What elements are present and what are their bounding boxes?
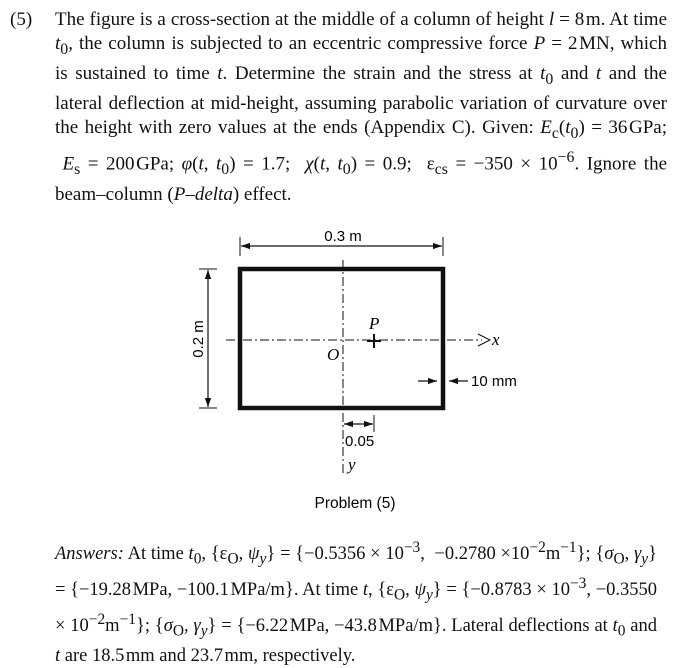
cover-label: 10 mm <box>471 373 517 390</box>
figure-caption: Problem (5) <box>314 495 396 512</box>
answers-text: At time $t_0$, {$\varepsilon_O$, $\psi_y\} = \{-0.5356 \times 10^{-3}$, $-0.2780 \times 10^{-2}m^{-1}$}; {$\sigma_O$, $\gamma_y\} = \{-19.28$ MPa, −100.1 MPa/m}. At time t, {$\varepsilon_O$, $\psi_y\} = \{-0.8783 \times 10^{-3}$, $-0.3550 \times 10^{-2}m^{-1}$}; {$\sigma_O$, $\gamma_y\} = \{-6.22$ MPa, −43.8 MPa/m}. Lateral deflections at $t_0$ and t are 18.5 mm and 23.7 mm, respectively. <box>55 539 658 666</box>
eccentricity-label: 0.05 <box>345 433 375 450</box>
problem-number: (5) <box>10 9 33 30</box>
x-axis-arrowhead <box>478 334 490 346</box>
load-label: P <box>369 314 380 333</box>
answers-block <box>55 536 657 668</box>
width-label: 0.3 m <box>324 228 362 245</box>
y-axis-label: y <box>348 455 356 474</box>
origin-label: O <box>327 345 340 364</box>
problem-text: The figure is a cross-section at the middle of a column of height l = 8 m. At time $t_0$, the column is subjected to an eccentric compressive force P = 2 MN, which is sustained to time t. Determine the strain and the stress at $t_0$ and t and the lateral deflection at mid-height, assuming parabolic variation of curvature over the height with zero values at the ends (Appendix C). Given: $E_c(t_0) = 36$ GPa; $E_s = 200$ GPa; φ(t, $t_0) = 1.7$; χ(t, $t_0) = 0.9$; $\varepsilon_{cs} = -350 \times 10^{-6}$. Ignore the beam–column (P–delta) effect. <box>55 9 668 205</box>
answers-label: Answers: <box>55 544 124 565</box>
height-label: 0.2 m <box>190 320 207 358</box>
x-axis-label: x <box>492 330 500 349</box>
section-outline <box>240 269 443 408</box>
